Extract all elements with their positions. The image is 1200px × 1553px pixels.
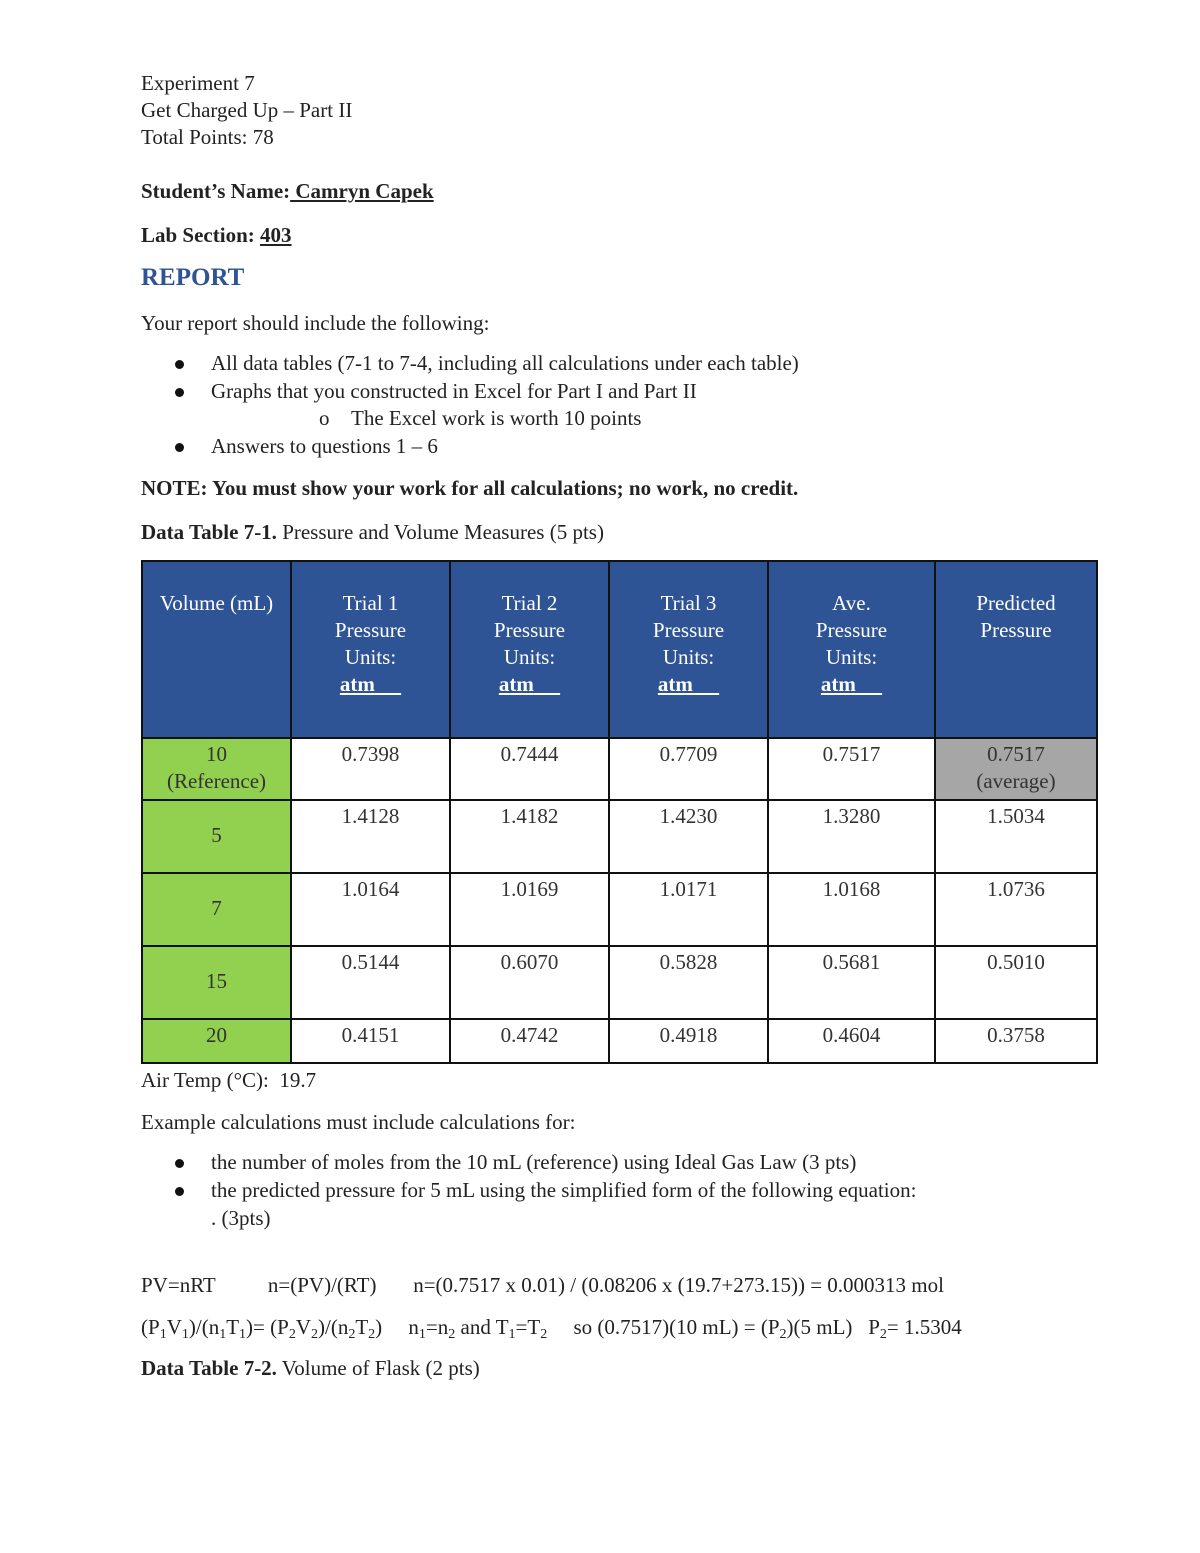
unit-label: atm xyxy=(339,672,375,696)
air-temp-line: Air Temp (°C): 19.7 xyxy=(141,1068,317,1092)
report-intro: Your report should include the following: xyxy=(141,311,490,335)
trial-3-cell: 1.0171 xyxy=(609,873,768,946)
header-predicted: Predicted Pressure xyxy=(935,561,1097,738)
trial-2-cell: 0.4742 xyxy=(450,1019,609,1063)
lab-section-line xyxy=(141,221,1101,249)
trial-2-cell: 1.0169 xyxy=(450,873,609,946)
bullet-icon xyxy=(175,1187,184,1196)
average-cell: 1.0168 xyxy=(768,873,935,946)
student-name-value: Camryn Capek xyxy=(290,179,434,203)
table-header-row xyxy=(142,561,1097,738)
trial-2-cell: 0.6070 xyxy=(450,946,609,1019)
trial-1-cell: 1.4128 xyxy=(291,800,450,873)
trial-3-cell: 1.4230 xyxy=(609,800,768,873)
unit-label: atm xyxy=(498,672,534,696)
equation-line-1: PV=nRT n=(PV)/(RT) n=(0.7517 x 0.01) / (0.08206 x (19.7+273.15)) = 0.000313 mol xyxy=(141,1273,944,1297)
trial-2-cell: 1.4182 xyxy=(450,800,609,873)
report-requirements-list xyxy=(141,349,1101,460)
air-temp-value: 19.7 xyxy=(279,1068,317,1092)
trial-1-cell: 1.0164 xyxy=(291,873,450,946)
document-page xyxy=(141,70,1101,1382)
predicted-cell: 0.7517 (average) xyxy=(935,738,1097,800)
example-intro: Example calculations must include calculations for: xyxy=(141,1110,576,1134)
list-item: Graphs that you constructed in Excel for Part I and Part II o The Excel work is worth 10 points xyxy=(141,377,1101,432)
volume-cell: 7 xyxy=(142,873,291,946)
volume-cell: 5 xyxy=(142,800,291,873)
student-name-label: Student’s Name: xyxy=(141,179,291,203)
sub-list-item: o The Excel work is worth 10 points xyxy=(319,406,642,430)
report-heading: REPORT xyxy=(141,264,245,291)
lab-section-label: Lab Section: xyxy=(141,223,255,247)
pressure-volume-table xyxy=(141,560,1098,1064)
student-name-line xyxy=(141,177,1101,205)
header-trial-3: Trial 3 Pressure Units: atm xyxy=(609,561,768,738)
header-trial-2: Trial 2 Pressure Units: atm xyxy=(450,561,609,738)
trial-3-cell: 0.7709 xyxy=(609,738,768,800)
average-cell: 0.4604 xyxy=(768,1019,935,1063)
trial-2-cell: 0.7444 xyxy=(450,738,609,800)
bullet-icon xyxy=(175,1159,184,1168)
equation-line-2: $(P_1V_1)/(n_1T_1)= (P_2V_2)/(n_2T_2)$ $n_1=n_2$ and $T_1=T_2$ so (0.7517)(10 $mL) = (P_2)(5$ mL) $P_2= 1.5304$ xyxy=(141,1315,962,1342)
experiment-title: Experiment 7 xyxy=(141,71,255,95)
average-cell: 0.7517 xyxy=(768,738,935,800)
lab-section-value: 403 xyxy=(260,223,292,247)
trial-1-cell: 0.5144 xyxy=(291,946,450,1019)
work-note: NOTE: You must show your work for all calculations; no work, no credit. xyxy=(141,476,799,500)
table-row xyxy=(142,738,1097,800)
example-list xyxy=(141,1148,1101,1232)
table2-caption: Data Table 7-2. Volume of Flask (2 pts) xyxy=(141,1356,480,1380)
predicted-cell: 0.3758 xyxy=(935,1019,1097,1063)
average-cell: 1.3280 xyxy=(768,800,935,873)
header-volume: Volume (mL) xyxy=(142,561,291,738)
trial-3-cell: 0.4918 xyxy=(609,1019,768,1063)
predicted-cell: 1.5034 xyxy=(935,800,1097,873)
volume-cell: 15 xyxy=(142,946,291,1019)
circle-bullet-icon: o xyxy=(319,406,330,430)
experiment-subtitle: Get Charged Up – Part II xyxy=(141,98,353,122)
bullet-icon xyxy=(175,443,184,452)
bullet-icon xyxy=(175,388,184,397)
unit-label: atm xyxy=(820,672,856,696)
trial-1-cell: 0.7398 xyxy=(291,738,450,800)
table-row xyxy=(142,946,1097,1019)
table-row xyxy=(142,873,1097,946)
header-average: Ave. Pressure Units: atm xyxy=(768,561,935,738)
table-row xyxy=(142,800,1097,873)
header-trial-1: Trial 1 Pressure Units: atm xyxy=(291,561,450,738)
volume-cell: 10 (Reference) xyxy=(142,738,291,800)
table1-caption: Data Table 7-1. Pressure and Volume Measures (5 pts) xyxy=(141,520,604,544)
predicted-cell: 1.0736 xyxy=(935,873,1097,946)
list-item: Answers to questions 1 – 6 xyxy=(141,432,1101,460)
list-item: the number of moles from the 10 mL (reference) using Ideal Gas Law (3 pts) xyxy=(141,1148,1101,1176)
table-row xyxy=(142,1019,1097,1063)
unit-label: atm xyxy=(657,672,693,696)
trial-3-cell: 0.5828 xyxy=(609,946,768,1019)
volume-cell: 20 xyxy=(142,1019,291,1063)
trial-1-cell: 0.4151 xyxy=(291,1019,450,1063)
bullet-icon xyxy=(175,360,184,369)
list-item: the predicted pressure for 5 mL using the simplified form of the following equation: . (3pts) xyxy=(141,1176,1101,1232)
predicted-cell: 0.5010 xyxy=(935,946,1097,1019)
total-points: Total Points: 78 xyxy=(141,125,274,149)
average-cell: 0.5681 xyxy=(768,946,935,1019)
list-item: All data tables (7-1 to 7-4, including all calculations under each table) xyxy=(141,349,1101,377)
sub-list xyxy=(211,405,1101,432)
